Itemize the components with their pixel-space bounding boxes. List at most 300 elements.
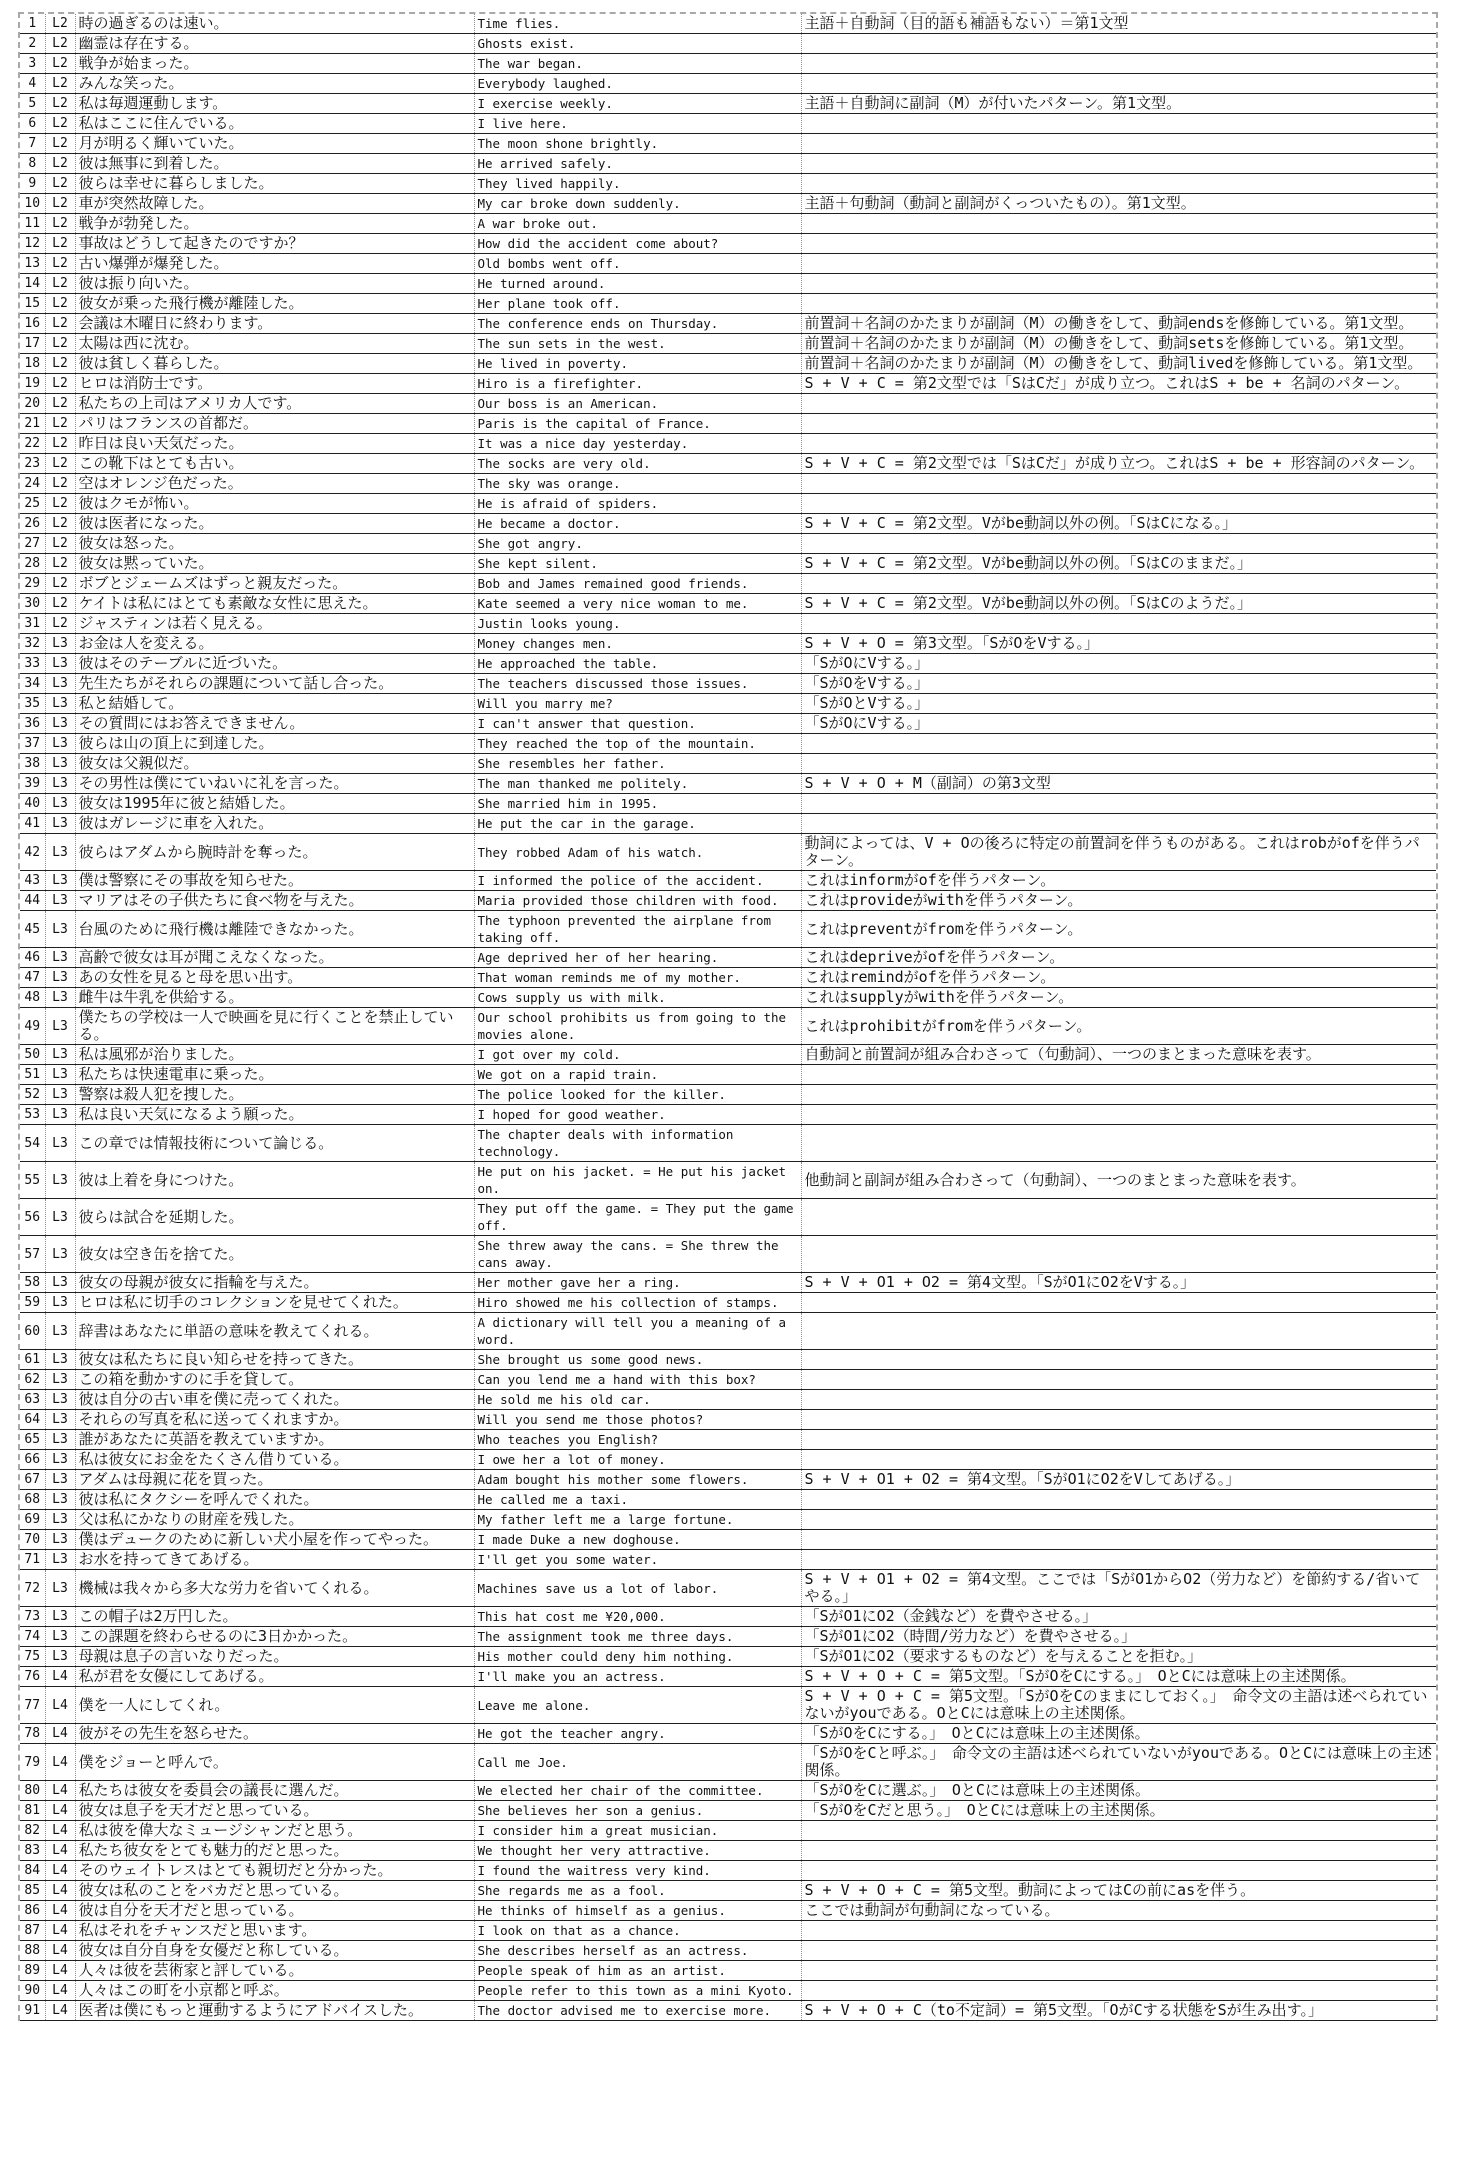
japanese-sentence: この靴下はとても古い。 — [75, 454, 474, 474]
japanese-sentence: 私が君を女優にしてあげる。 — [75, 1667, 474, 1687]
japanese-sentence: みんな笑った。 — [75, 74, 474, 94]
row-number: 85 — [20, 1881, 45, 1901]
row-number: 66 — [20, 1450, 45, 1470]
grammar-note: 「SがOをCだと思う。」 OとCには意味上の主述関係。 — [801, 1801, 1436, 1821]
table-row — [20, 891, 1436, 911]
table-row — [20, 988, 1436, 1008]
table-row — [20, 194, 1436, 214]
grammar-note: これはinformがofを伴うパターン。 — [801, 871, 1436, 891]
row-number: 61 — [20, 1350, 45, 1370]
japanese-sentence: あの女性を見ると母を思い出す。 — [75, 968, 474, 988]
table-row — [20, 968, 1436, 988]
level-cell: L2 — [45, 294, 75, 314]
english-sentence: Bob and James remained good friends. — [474, 574, 801, 594]
level-cell: L4 — [45, 1921, 75, 1941]
row-number: 23 — [20, 454, 45, 474]
table-row — [20, 114, 1436, 134]
table-row — [20, 474, 1436, 494]
japanese-sentence: 私はそれをチャンスだと思います。 — [75, 1921, 474, 1941]
table-row — [20, 871, 1436, 891]
table-row — [20, 514, 1436, 534]
table-row — [20, 74, 1436, 94]
level-cell: L3 — [45, 871, 75, 891]
row-number: 27 — [20, 534, 45, 554]
japanese-sentence: 雌牛は牛乳を供給する。 — [75, 988, 474, 1008]
table-row — [20, 1821, 1436, 1841]
table-row — [20, 1199, 1436, 1236]
grammar-note: 「SがOにVする。」 — [801, 714, 1436, 734]
table-row — [20, 814, 1436, 834]
grammar-note: これはsupplyがwithを伴うパターン。 — [801, 988, 1436, 1008]
level-cell: L2 — [45, 514, 75, 534]
japanese-sentence: 彼女は父親似だ。 — [75, 754, 474, 774]
level-cell: L2 — [45, 74, 75, 94]
japanese-sentence: 空はオレンジ色だった。 — [75, 474, 474, 494]
grammar-note — [801, 534, 1436, 554]
row-number: 74 — [20, 1627, 45, 1647]
table-row — [20, 1085, 1436, 1105]
row-number: 55 — [20, 1162, 45, 1199]
level-cell: L2 — [45, 374, 75, 394]
japanese-sentence: 高齢で彼女は耳が聞こえなくなった。 — [75, 948, 474, 968]
grammar-note: 他動詞と副詞が組み合わさって（句動詞）、一つのまとまった意味を表す。 — [801, 1162, 1436, 1199]
table-row — [20, 694, 1436, 714]
grammar-note — [801, 1065, 1436, 1085]
grammar-note — [801, 54, 1436, 74]
grammar-note — [801, 1961, 1436, 1981]
table-row — [20, 1961, 1436, 1981]
grammar-note: S + V + O + C = 第5文型。動詞によってはCの前にasを伴う。 — [801, 1881, 1436, 1901]
table-row — [20, 794, 1436, 814]
grammar-note: S + V + O1 + O2 = 第4文型。「SがO1にO2をVする。」 — [801, 1273, 1436, 1293]
english-sentence: The man thanked me politely. — [474, 774, 801, 794]
english-sentence: I owe her a lot of money. — [474, 1450, 801, 1470]
english-sentence: We thought her very attractive. — [474, 1841, 801, 1861]
english-sentence: Hiro is a firefighter. — [474, 374, 801, 394]
english-sentence: I'll get you some water. — [474, 1550, 801, 1570]
grammar-note — [801, 1841, 1436, 1861]
level-cell: L2 — [45, 34, 75, 54]
row-number: 1 — [20, 14, 45, 34]
japanese-sentence: アダムは母親に花を買った。 — [75, 1470, 474, 1490]
row-number: 29 — [20, 574, 45, 594]
grammar-note: 主語＋自動詞に副詞（M）が付いたパターン。第1文型。 — [801, 94, 1436, 114]
japanese-sentence: 月が明るく輝いていた。 — [75, 134, 474, 154]
level-cell: L3 — [45, 1008, 75, 1045]
row-number: 71 — [20, 1550, 45, 1570]
japanese-sentence: 彼は自分を天才だと思っている。 — [75, 1901, 474, 1921]
japanese-sentence: 彼はガレージに車を入れた。 — [75, 814, 474, 834]
row-number: 67 — [20, 1470, 45, 1490]
row-number: 24 — [20, 474, 45, 494]
table-row — [20, 1607, 1436, 1627]
row-number: 45 — [20, 911, 45, 948]
row-number: 81 — [20, 1801, 45, 1821]
row-number: 63 — [20, 1390, 45, 1410]
table-row — [20, 714, 1436, 734]
level-cell: L4 — [45, 1981, 75, 2001]
grammar-note: S + V + O + M（副詞）の第3文型 — [801, 774, 1436, 794]
row-number: 52 — [20, 1085, 45, 1105]
grammar-note: 主語＋句動詞（動詞と副詞がくっついたもの）。第1文型。 — [801, 194, 1436, 214]
level-cell: L3 — [45, 1370, 75, 1390]
english-sentence: The doctor advised me to exercise more. — [474, 2001, 801, 2021]
japanese-sentence: 辞書はあなたに単語の意味を教えてくれる。 — [75, 1313, 474, 1350]
row-number: 56 — [20, 1199, 45, 1236]
table-row — [20, 594, 1436, 614]
level-cell: L4 — [45, 1724, 75, 1744]
grammar-note — [801, 434, 1436, 454]
english-sentence: The chapter deals with information technology. — [474, 1125, 801, 1162]
grammar-note — [801, 134, 1436, 154]
grammar-note: S + V + C = 第2文型。Vがbe動詞以外の例。「SはCになる。」 — [801, 514, 1436, 534]
level-cell: L3 — [45, 1236, 75, 1273]
grammar-note: これはremindがofを伴うパターン。 — [801, 968, 1436, 988]
japanese-sentence: マリアはその子供たちに食べ物を与えた。 — [75, 891, 474, 911]
grammar-note — [801, 34, 1436, 54]
level-cell: L2 — [45, 94, 75, 114]
table-row — [20, 1861, 1436, 1881]
level-cell: L4 — [45, 1861, 75, 1881]
grammar-note: 動詞によっては、V + Oの後ろに特定の前置詞を伴うものがある。これはrobがofを伴うパターン。 — [801, 834, 1436, 871]
table-row — [20, 1065, 1436, 1085]
level-cell: L2 — [45, 494, 75, 514]
level-cell: L3 — [45, 1105, 75, 1125]
level-cell: L2 — [45, 14, 75, 34]
row-number: 65 — [20, 1430, 45, 1450]
table-row — [20, 774, 1436, 794]
level-cell: L3 — [45, 774, 75, 794]
japanese-sentence: 人々はこの町を小京都と呼ぶ。 — [75, 1981, 474, 2001]
row-number: 30 — [20, 594, 45, 614]
japanese-sentence: 母親は息子の言いなりだった。 — [75, 1647, 474, 1667]
english-sentence: She describes herself as an actress. — [474, 1941, 801, 1961]
japanese-sentence: 警察は殺人犯を捜した。 — [75, 1085, 474, 1105]
table-row — [20, 254, 1436, 274]
row-number: 33 — [20, 654, 45, 674]
table-row — [20, 1430, 1436, 1450]
grammar-note: 「SがOをCに選ぶ。」 OとCには意味上の主述関係。 — [801, 1781, 1436, 1801]
row-number: 86 — [20, 1901, 45, 1921]
row-number: 50 — [20, 1045, 45, 1065]
english-sentence: I found the waitress very kind. — [474, 1861, 801, 1881]
grammar-note — [801, 154, 1436, 174]
grammar-note — [801, 574, 1436, 594]
row-number: 62 — [20, 1370, 45, 1390]
row-number: 31 — [20, 614, 45, 634]
english-sentence: I made Duke a new doghouse. — [474, 1530, 801, 1550]
table-row — [20, 1744, 1436, 1781]
table-row — [20, 1647, 1436, 1667]
grammar-note: 「SがOをCにする。」 OとCには意味上の主述関係。 — [801, 1724, 1436, 1744]
english-sentence: Adam bought his mother some flowers. — [474, 1470, 801, 1490]
english-sentence: The war began. — [474, 54, 801, 74]
table-row — [20, 14, 1436, 34]
english-sentence: I live here. — [474, 114, 801, 134]
level-cell: L3 — [45, 1530, 75, 1550]
level-cell: L2 — [45, 574, 75, 594]
level-cell: L3 — [45, 734, 75, 754]
english-sentence: It was a nice day yesterday. — [474, 434, 801, 454]
grammar-note — [801, 1981, 1436, 2001]
row-number: 37 — [20, 734, 45, 754]
table-row — [20, 34, 1436, 54]
japanese-sentence: 僕は警察にその事故を知らせた。 — [75, 871, 474, 891]
grammar-note — [801, 1430, 1436, 1450]
table-row — [20, 634, 1436, 654]
japanese-sentence: 私は良い天気になるよう願った。 — [75, 1105, 474, 1125]
table-row — [20, 154, 1436, 174]
level-cell: L4 — [45, 1687, 75, 1724]
row-number: 43 — [20, 871, 45, 891]
japanese-sentence: 誰があなたに英語を教えていますか。 — [75, 1430, 474, 1450]
table-row — [20, 214, 1436, 234]
japanese-sentence: パリはフランスの首都だ。 — [75, 414, 474, 434]
row-number: 88 — [20, 1941, 45, 1961]
grammar-note: S + V + C = 第2文型。Vがbe動詞以外の例。「SはCのままだ。」 — [801, 554, 1436, 574]
level-cell: L3 — [45, 891, 75, 911]
japanese-sentence: 私と結婚して。 — [75, 694, 474, 714]
row-number: 39 — [20, 774, 45, 794]
table-row — [20, 374, 1436, 394]
row-number: 14 — [20, 274, 45, 294]
japanese-sentence: 私は彼女にお金をたくさん借りている。 — [75, 1450, 474, 1470]
table-row — [20, 1313, 1436, 1350]
english-sentence: My father left me a large fortune. — [474, 1510, 801, 1530]
english-sentence: We got on a rapid train. — [474, 1065, 801, 1085]
row-number: 25 — [20, 494, 45, 514]
row-number: 51 — [20, 1065, 45, 1085]
english-sentence: They robbed Adam of his watch. — [474, 834, 801, 871]
level-cell: L3 — [45, 694, 75, 714]
grammar-note — [801, 1530, 1436, 1550]
row-number: 20 — [20, 394, 45, 414]
level-cell: L3 — [45, 1430, 75, 1450]
grammar-note: S + V + O + C（to不定詞）= 第5文型。「OがCする状態をSが生み出す。」 — [801, 2001, 1436, 2021]
row-number: 15 — [20, 294, 45, 314]
table-body — [20, 14, 1436, 2021]
table-row — [20, 354, 1436, 374]
level-cell: L2 — [45, 54, 75, 74]
level-cell: L4 — [45, 1667, 75, 1687]
grammar-note — [801, 1370, 1436, 1390]
grammar-note: S + V + O1 + O2 = 第4文型。「SがO1にO2をVしてあげる。」 — [801, 1470, 1436, 1490]
english-sentence: Her mother gave her a ring. — [474, 1273, 801, 1293]
japanese-sentence: 彼女は怒った。 — [75, 534, 474, 554]
japanese-sentence: 彼女は自分自身を女優だと称している。 — [75, 1941, 474, 1961]
english-sentence: Call me Joe. — [474, 1744, 801, 1781]
english-sentence: Will you marry me? — [474, 694, 801, 714]
japanese-sentence: 戦争が勃発した。 — [75, 214, 474, 234]
table-row — [20, 1570, 1436, 1607]
level-cell: L2 — [45, 394, 75, 414]
row-number: 32 — [20, 634, 45, 654]
japanese-sentence: 機械は我々から多大な労力を省いてくれる。 — [75, 1570, 474, 1607]
table-row — [20, 1008, 1436, 1045]
level-cell: L2 — [45, 434, 75, 454]
japanese-sentence: 彼女が乗った飛行機が離陸した。 — [75, 294, 474, 314]
level-cell: L3 — [45, 1313, 75, 1350]
level-cell: L3 — [45, 754, 75, 774]
level-cell: L2 — [45, 334, 75, 354]
english-sentence: I can't answer that question. — [474, 714, 801, 734]
grammar-note — [801, 1390, 1436, 1410]
level-cell: L3 — [45, 1450, 75, 1470]
table-row — [20, 94, 1436, 114]
level-cell: L3 — [45, 1350, 75, 1370]
table-row — [20, 1410, 1436, 1430]
grammar-note — [801, 1510, 1436, 1530]
row-number: 3 — [20, 54, 45, 74]
row-number: 73 — [20, 1607, 45, 1627]
japanese-sentence: ジャスティンは若く見える。 — [75, 614, 474, 634]
row-number: 17 — [20, 334, 45, 354]
level-cell: L4 — [45, 1941, 75, 1961]
english-sentence: Time flies. — [474, 14, 801, 34]
english-sentence: She resembles her father. — [474, 754, 801, 774]
row-number: 70 — [20, 1530, 45, 1550]
row-number: 87 — [20, 1921, 45, 1941]
english-sentence: The typhoon prevented the airplane from taking off. — [474, 911, 801, 948]
japanese-sentence: 彼はクモが怖い。 — [75, 494, 474, 514]
level-cell: L2 — [45, 474, 75, 494]
table-row — [20, 1801, 1436, 1821]
grammar-note: 前置詞＋名詞のかたまりが副詞（M）の働きをして、動詞setsを修飾している。第1文型。 — [801, 334, 1436, 354]
japanese-sentence: 会議は木曜日に終わります。 — [75, 314, 474, 334]
row-number: 59 — [20, 1293, 45, 1313]
grammar-note: これはpreventがfromを伴うパターン。 — [801, 911, 1436, 948]
sentence-pattern-sheet — [18, 12, 1438, 2021]
grammar-note — [801, 1199, 1436, 1236]
table-row — [20, 2001, 1436, 2021]
level-cell: L3 — [45, 1490, 75, 1510]
english-sentence: She kept silent. — [474, 554, 801, 574]
table-row — [20, 1470, 1436, 1490]
row-number: 11 — [20, 214, 45, 234]
japanese-sentence: 医者は僕にもっと運動するようにアドバイスした。 — [75, 2001, 474, 2021]
table-row — [20, 1901, 1436, 1921]
english-sentence: They reached the top of the mountain. — [474, 734, 801, 754]
japanese-sentence: そのウェイトレスはとても親切だと分かった。 — [75, 1861, 474, 1881]
row-number: 48 — [20, 988, 45, 1008]
level-cell: L2 — [45, 154, 75, 174]
table-row — [20, 234, 1436, 254]
row-number: 44 — [20, 891, 45, 911]
table-row — [20, 454, 1436, 474]
row-number: 12 — [20, 234, 45, 254]
table-row — [20, 614, 1436, 634]
english-sentence: I consider him a great musician. — [474, 1821, 801, 1841]
table-row — [20, 334, 1436, 354]
level-cell: L3 — [45, 1607, 75, 1627]
level-cell: L2 — [45, 234, 75, 254]
english-sentence: People speak of him as an artist. — [474, 1961, 801, 1981]
grammar-note — [801, 494, 1436, 514]
english-sentence: He called me a taxi. — [474, 1490, 801, 1510]
english-sentence: She married him in 1995. — [474, 794, 801, 814]
japanese-sentence: 私たちの上司はアメリカ人です。 — [75, 394, 474, 414]
grammar-note — [801, 794, 1436, 814]
japanese-sentence: 戦争が始まった。 — [75, 54, 474, 74]
japanese-sentence: その質問にはお答えできません。 — [75, 714, 474, 734]
level-cell: L3 — [45, 794, 75, 814]
grammar-note — [801, 1450, 1436, 1470]
english-sentence: This hat cost me ¥20,000. — [474, 1607, 801, 1627]
grammar-note — [801, 1941, 1436, 1961]
grammar-note: 「SがOにVする。」 — [801, 654, 1436, 674]
japanese-sentence: 彼がその先生を怒らせた。 — [75, 1724, 474, 1744]
row-number: 22 — [20, 434, 45, 454]
english-sentence: Paris is the capital of France. — [474, 414, 801, 434]
japanese-sentence: 時の過ぎるのは速い。 — [75, 14, 474, 34]
japanese-sentence: 私たち彼女をとても魅力的だと思った。 — [75, 1841, 474, 1861]
row-number: 7 — [20, 134, 45, 154]
table-row — [20, 534, 1436, 554]
grammar-note — [801, 394, 1436, 414]
english-sentence: Can you lend me a hand with this box? — [474, 1370, 801, 1390]
japanese-sentence: 私はここに住んでいる。 — [75, 114, 474, 134]
table-row — [20, 948, 1436, 968]
row-number: 77 — [20, 1687, 45, 1724]
level-cell: L2 — [45, 314, 75, 334]
table-row — [20, 54, 1436, 74]
table-row — [20, 1273, 1436, 1293]
row-number: 64 — [20, 1410, 45, 1430]
level-cell: L3 — [45, 1045, 75, 1065]
level-cell: L3 — [45, 1273, 75, 1293]
table-row — [20, 1550, 1436, 1570]
japanese-sentence: 昨日は良い天気だった。 — [75, 434, 474, 454]
row-number: 41 — [20, 814, 45, 834]
table-row — [20, 1881, 1436, 1901]
table-row — [20, 314, 1436, 334]
grammar-note: 前置詞＋名詞のかたまりが副詞（M）の働きをして、動詞livedを修飾している。第1文型。 — [801, 354, 1436, 374]
english-sentence: I got over my cold. — [474, 1045, 801, 1065]
english-sentence: He sold me his old car. — [474, 1390, 801, 1410]
row-number: 9 — [20, 174, 45, 194]
row-number: 42 — [20, 834, 45, 871]
english-sentence: Machines save us a lot of labor. — [474, 1570, 801, 1607]
english-sentence: She got angry. — [474, 534, 801, 554]
level-cell: L4 — [45, 1781, 75, 1801]
japanese-sentence: 彼女の母親が彼女に指輪を与えた。 — [75, 1273, 474, 1293]
grammar-note — [801, 614, 1436, 634]
table-row — [20, 1125, 1436, 1162]
grammar-note — [801, 1313, 1436, 1350]
english-sentence: Age deprived her of her hearing. — [474, 948, 801, 968]
level-cell: L3 — [45, 1065, 75, 1085]
japanese-sentence: 私たちは快速電車に乗った。 — [75, 1065, 474, 1085]
table-row — [20, 1510, 1436, 1530]
grammar-note — [801, 1921, 1436, 1941]
english-sentence: A war broke out. — [474, 214, 801, 234]
english-sentence: He put the car in the garage. — [474, 814, 801, 834]
english-sentence: She regards me as a fool. — [474, 1881, 801, 1901]
english-sentence: The sky was orange. — [474, 474, 801, 494]
table-row — [20, 494, 1436, 514]
grammar-note — [801, 734, 1436, 754]
japanese-sentence: 僕を一人にしてくれ。 — [75, 1687, 474, 1724]
grammar-note: 「SがO1にO2（金銭など）を費やさせる。」 — [801, 1607, 1436, 1627]
english-sentence: The sun sets in the west. — [474, 334, 801, 354]
level-cell: L3 — [45, 1085, 75, 1105]
english-sentence: I'll make you an actress. — [474, 1667, 801, 1687]
english-sentence: The socks are very old. — [474, 454, 801, 474]
grammar-note — [801, 1293, 1436, 1313]
grammar-note — [801, 1125, 1436, 1162]
level-cell: L3 — [45, 674, 75, 694]
english-sentence: He turned around. — [474, 274, 801, 294]
